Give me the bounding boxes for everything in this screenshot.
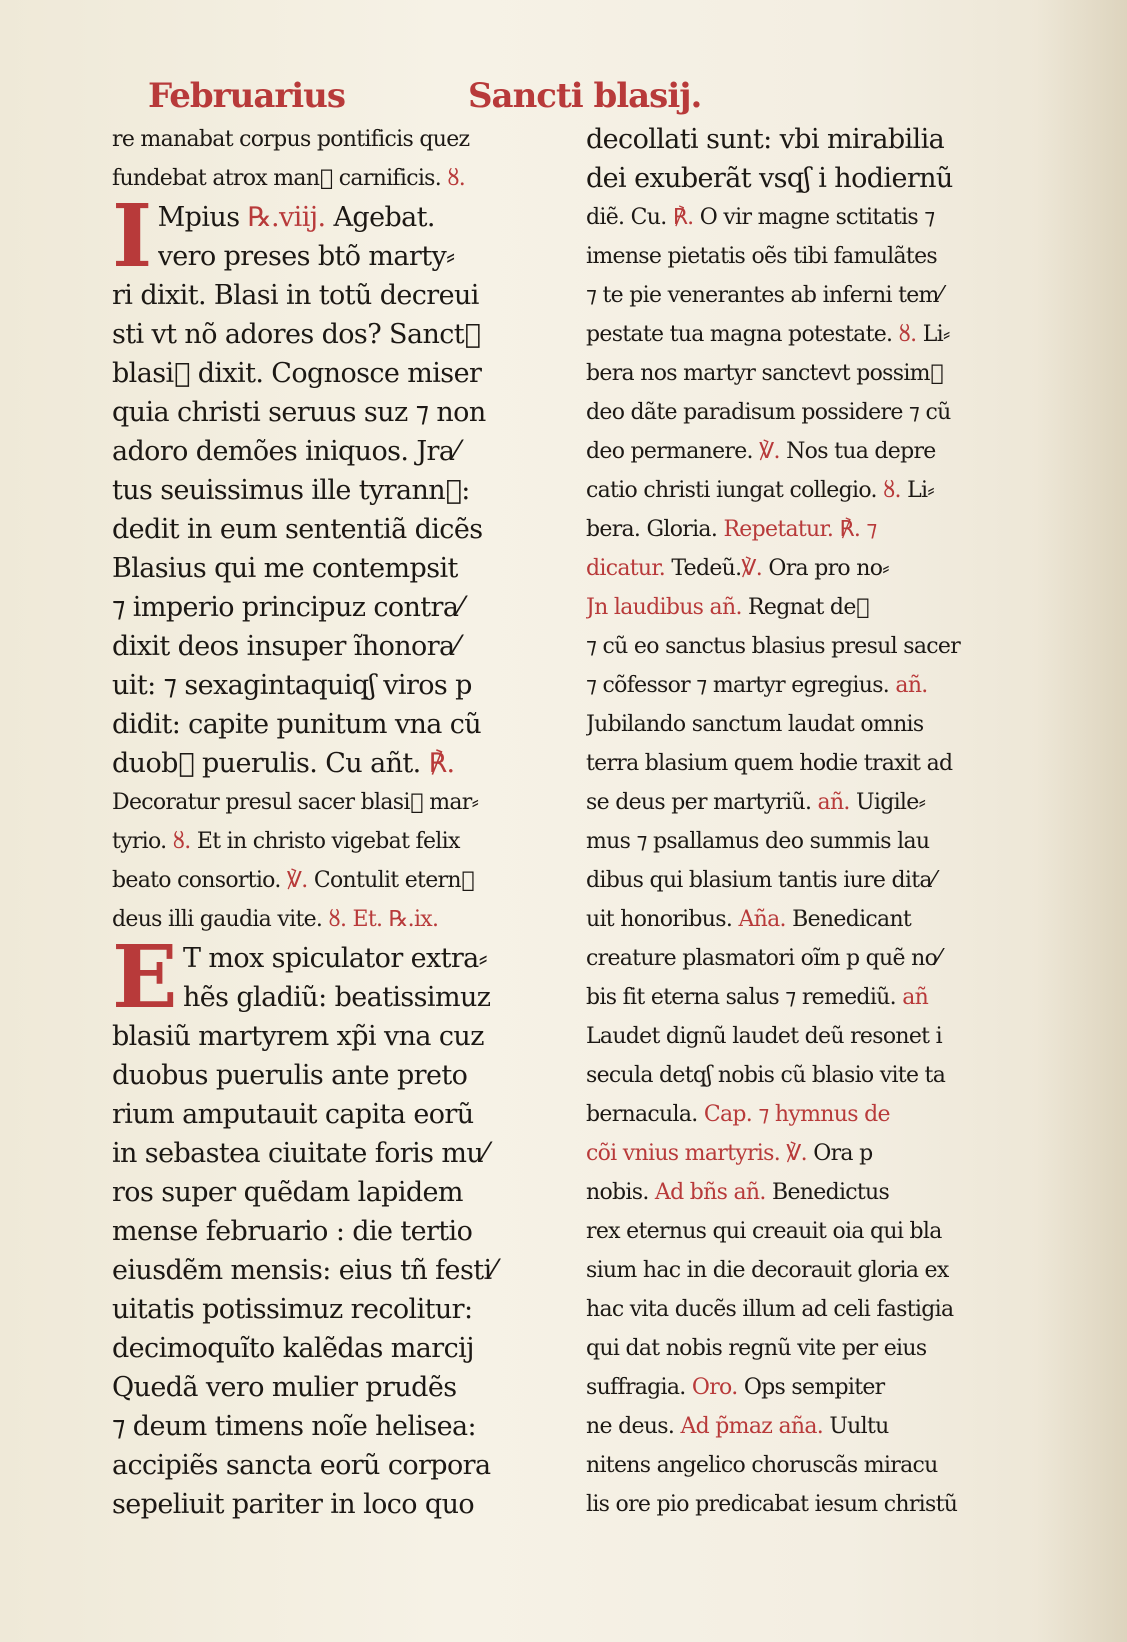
line-text: terra blasium quem hodie traxit ad xyxy=(586,751,953,776)
text-line xyxy=(586,1329,1048,1368)
text-line xyxy=(586,120,1048,159)
page-shadow xyxy=(1037,0,1127,1642)
text-line xyxy=(112,1251,574,1290)
line-text: creature plasmatori oĩm p quẽ no⁄ xyxy=(586,946,941,971)
rubric-text: ℟. xyxy=(428,748,455,779)
line-text: blasiũ martyrem xp̃i vna cuz xyxy=(112,1021,484,1052)
line-text: dedit in eum sententiã dicẽs xyxy=(112,514,483,545)
text-line xyxy=(586,198,1048,237)
text-line xyxy=(586,1173,1048,1212)
line-text: bernacula. xyxy=(586,1102,698,1127)
line-text: dixit deos insuper ĩhonora⁄ xyxy=(112,631,459,662)
text-line xyxy=(183,978,574,1017)
text-line xyxy=(112,276,574,315)
rubric-text: ℞.viij. xyxy=(247,202,326,233)
line-text: Jubilando sanctum laudat omnis xyxy=(586,712,924,737)
line-text: Uigile⸗ xyxy=(856,790,926,815)
text-line xyxy=(112,705,574,744)
text-line xyxy=(112,471,574,510)
running-header-feast: Sancti blasij. xyxy=(468,76,702,116)
line-text: beato consortio. xyxy=(112,868,281,893)
rubric-text: ȣ. xyxy=(898,322,917,347)
line-text: imense pietatis oẽs tibi famulãtes xyxy=(586,244,937,269)
line-text: didit: capite punitum vna cũ xyxy=(112,709,482,740)
line-text: uit: ⁊ sexagintaquiqʃ viros p xyxy=(112,670,472,701)
text-line xyxy=(112,783,574,822)
line-text: in sebastea ciuitate foris mu⁄ xyxy=(112,1138,488,1169)
text-line xyxy=(586,1485,1048,1524)
line-text: Li⸗ xyxy=(907,478,935,503)
text-line xyxy=(112,393,574,432)
text-line xyxy=(112,666,574,705)
text-line xyxy=(586,1134,1048,1173)
line-text: Ops sempiter xyxy=(743,1375,885,1400)
line-text: Uultu xyxy=(829,1414,889,1439)
line-text: eiusdẽm mensis: eius tñ festi⁄ xyxy=(112,1255,496,1286)
text-line xyxy=(586,315,1048,354)
text-line xyxy=(586,666,1048,705)
rubric-text: cõi vnius martyris. xyxy=(586,1141,780,1166)
text-line xyxy=(112,1095,574,1134)
text-line xyxy=(586,549,1048,588)
text-line xyxy=(586,510,1048,549)
text-line xyxy=(112,1446,574,1485)
line-text: Ora p xyxy=(813,1141,873,1166)
line-text: Blasius qui me contempsit xyxy=(112,553,458,584)
line-text: sti vt nõ adores dos? Sanct᷒ xyxy=(112,319,481,350)
text-line xyxy=(112,510,574,549)
text-line xyxy=(112,1017,574,1056)
line-text: duobus puerulis ante preto xyxy=(112,1060,468,1091)
line-text: vero preses btõ marty⸗ xyxy=(157,241,455,272)
line-text: sium hac in die decorauit gloria ex xyxy=(586,1258,949,1283)
line-text: qui dat nobis regnũ vite per eius xyxy=(586,1336,927,1361)
line-text: catio christi iungat collegio. xyxy=(586,478,877,503)
line-text: dei exuberãt vsqʃ i hodiernũ xyxy=(586,163,953,194)
line-text: Nos tua depre xyxy=(786,439,936,464)
text-line xyxy=(112,1173,574,1212)
rubric-text: Ad bñs añ. xyxy=(654,1180,766,1205)
line-text: suffragia. xyxy=(586,1375,686,1400)
rubric-text: ȣ. xyxy=(172,829,191,854)
line-text: diẽ. Cu. xyxy=(586,205,667,230)
line-text: accipiẽs sancta eorũ corpora xyxy=(112,1450,491,1481)
text-line xyxy=(112,588,574,627)
text-line xyxy=(586,978,1048,1017)
text-line xyxy=(586,861,1048,900)
line-text: adoro demões iniquos. Jra⁄ xyxy=(112,436,459,467)
text-line xyxy=(586,900,1048,939)
text-column-left xyxy=(112,120,574,1524)
line-text: uitatis potissimuz recolitur: xyxy=(112,1294,473,1325)
text-line xyxy=(586,1212,1048,1251)
line-text: nobis. xyxy=(586,1180,649,1205)
line-text: lis ore pio predicabat iesum christũ xyxy=(586,1492,958,1517)
text-column-right xyxy=(586,120,1048,1524)
text-line xyxy=(586,705,1048,744)
line-text: mense februario : die tertio xyxy=(112,1216,473,1247)
text-line xyxy=(586,1407,1048,1446)
line-text: tus seuissimus ille tyrann᷒: xyxy=(112,475,470,506)
line-text: decimoquĩto kalẽdas marcij xyxy=(112,1333,474,1364)
text-line xyxy=(112,900,574,939)
text-line xyxy=(586,237,1048,276)
line-text: Li⸗ xyxy=(922,322,950,347)
text-line xyxy=(586,276,1048,315)
text-line xyxy=(586,744,1048,783)
running-header-month: Februarius xyxy=(148,76,346,116)
text-line xyxy=(112,1056,574,1095)
text-line xyxy=(112,1212,574,1251)
text-line xyxy=(586,1290,1048,1329)
line-text: ros super quẽdam lapidem xyxy=(112,1177,463,1208)
line-text: quia christi seruus suz ⁊ non xyxy=(112,397,486,428)
line-text: rium amputauit capita eorũ xyxy=(112,1099,474,1130)
line-text: blasi᷒ dixit. Cognosce miser xyxy=(112,358,482,389)
text-line xyxy=(586,471,1048,510)
rubric-text: ȣ. xyxy=(883,478,901,503)
rubric-text: añ. xyxy=(895,673,928,698)
line-text: Tedeũ. xyxy=(671,556,742,581)
text-line xyxy=(112,1407,574,1446)
line-text: dibus qui blasium tantis iure dita⁄ xyxy=(586,868,935,893)
rubric-text: añ. xyxy=(817,790,850,815)
line-text: Benedictus xyxy=(772,1180,890,1205)
line-text: rex eternus qui creauit oia qui bla xyxy=(586,1219,942,1244)
text-line xyxy=(112,354,574,393)
line-text: nitens angelico choruscãs miracu xyxy=(586,1453,938,1478)
line-text: tyrio. xyxy=(112,829,167,854)
line-text: Benedicant xyxy=(792,907,912,932)
text-line xyxy=(586,783,1048,822)
text-line xyxy=(112,1134,574,1173)
text-line xyxy=(112,1368,574,1407)
text-line xyxy=(586,822,1048,861)
line-text: Contulit etern᷒ xyxy=(313,868,475,893)
text-line xyxy=(112,315,574,354)
rubric-text: ȣ. Et. ℞.ix. xyxy=(328,907,439,932)
text-line xyxy=(112,549,574,588)
rubric-text: ℣. xyxy=(286,868,308,893)
rubric-text: Repetatur. ℟. ⁊ xyxy=(723,517,877,542)
rubric-text: añ xyxy=(902,985,929,1010)
text-line xyxy=(586,939,1048,978)
line-text: se deus per martyriũ. xyxy=(586,790,812,815)
text-line xyxy=(586,1251,1048,1290)
drop-initial: E xyxy=(112,927,177,1028)
line-text: decollati sunt: vbi mirabilia xyxy=(586,124,945,155)
line-text: ri dixit. Blasi in totũ decreui xyxy=(112,280,479,311)
line-text: Quedã vero mulier prudẽs xyxy=(112,1372,457,1403)
line-text: Decoratur presul sacer blasi᷒ mar⸗ xyxy=(112,790,479,815)
rubric-text: ℣. xyxy=(759,439,780,464)
text-line xyxy=(112,1290,574,1329)
rubric-text: ℣. xyxy=(741,556,763,581)
line-text: deo permanere. xyxy=(586,439,753,464)
text-line xyxy=(112,822,574,861)
rubric-text: Ad p̃maz aña. xyxy=(680,1414,824,1439)
line-text: mus ⁊ psallamus deo summis lau xyxy=(586,829,930,854)
text-line xyxy=(112,120,574,159)
drop-initial: I xyxy=(112,186,152,287)
line-text: fundebat atrox man᷒ carnificis. xyxy=(112,166,442,191)
rubric-text: ℟. xyxy=(672,205,694,230)
text-line xyxy=(586,1017,1048,1056)
line-text: Laudet dignũ laudet deũ resonet i xyxy=(586,1024,942,1049)
line-text: Mpius xyxy=(157,202,240,233)
text-line xyxy=(586,1095,1048,1134)
rubric-text: ȣ. xyxy=(447,166,466,191)
text-line xyxy=(586,159,1048,198)
line-text: ⁊ cõfessor ⁊ martyr egregius. xyxy=(586,673,890,698)
line-text: ⁊ imperio principuz contra⁄ xyxy=(112,592,463,623)
text-line xyxy=(112,627,574,666)
line-text: bis fit eterna salus ⁊ remediũ. xyxy=(586,985,896,1010)
text-line xyxy=(112,159,574,198)
line-text: uit honoribus. xyxy=(586,907,733,932)
line-text: hẽs gladiũ: beatissimuz xyxy=(182,982,491,1013)
rubric-text: Cap. ⁊ hymnus de xyxy=(703,1102,890,1127)
text-line xyxy=(586,1368,1048,1407)
rubric-text: Aña. xyxy=(738,907,786,932)
line-text: Agebat. xyxy=(333,202,435,233)
line-text: ⁊ te pie venerantes ab inferni tem⁄ xyxy=(586,283,942,308)
line-text: re manabat corpus pontificis quez xyxy=(112,127,470,152)
line-text: hac vita ducẽs illum ad celi fastigia xyxy=(586,1297,954,1322)
line-text: bera. Gloria. xyxy=(586,517,718,542)
line-text: ne deus. xyxy=(586,1414,675,1439)
text-line xyxy=(586,432,1048,471)
line-text: Et in christo vigebat felix xyxy=(196,829,460,854)
text-line xyxy=(586,588,1048,627)
rubric-text: dicatur. xyxy=(586,556,666,581)
line-text: sepeliuit pariter in loco quo xyxy=(112,1489,475,1520)
rubric-text: Jn laudibus añ. xyxy=(586,595,742,620)
line-text: ⁊ deum timens noĩe helisea: xyxy=(112,1411,477,1442)
line-text: pestate tua magna potestate. xyxy=(586,322,893,347)
text-line xyxy=(112,744,574,783)
line-text: bera nos martyr sanctevt possim᷒ xyxy=(586,361,944,386)
line-text: T mox spiculator extra⸗ xyxy=(182,943,488,974)
line-text: deo dãte paradisum possidere ⁊ cũ xyxy=(586,400,951,425)
line-text: Regnat de᷒ xyxy=(748,595,869,620)
text-line xyxy=(586,1056,1048,1095)
text-line xyxy=(586,393,1048,432)
text-line xyxy=(586,627,1048,666)
text-line xyxy=(112,432,574,471)
line-text: deus illi gaudia vite. xyxy=(112,907,323,932)
text-line xyxy=(586,1446,1048,1485)
text-line xyxy=(158,237,574,276)
line-text: duob᷒ puerulis. Cu añt. xyxy=(112,748,421,779)
text-line xyxy=(586,354,1048,393)
rubric-text: ℣. xyxy=(786,1141,807,1166)
text-line xyxy=(112,1329,574,1368)
line-text: ⁊ cũ eo sanctus blasius presul sacer xyxy=(586,634,961,659)
line-text: Ora pro no⸗ xyxy=(768,556,889,581)
rubric-text: Oro. xyxy=(691,1375,738,1400)
text-line xyxy=(112,1485,574,1524)
text-line xyxy=(112,861,574,900)
line-text: O vir magne sctitatis ⁊ xyxy=(699,205,935,230)
line-text: secula detqʃ nobis cũ blasio vite ta xyxy=(586,1063,946,1088)
